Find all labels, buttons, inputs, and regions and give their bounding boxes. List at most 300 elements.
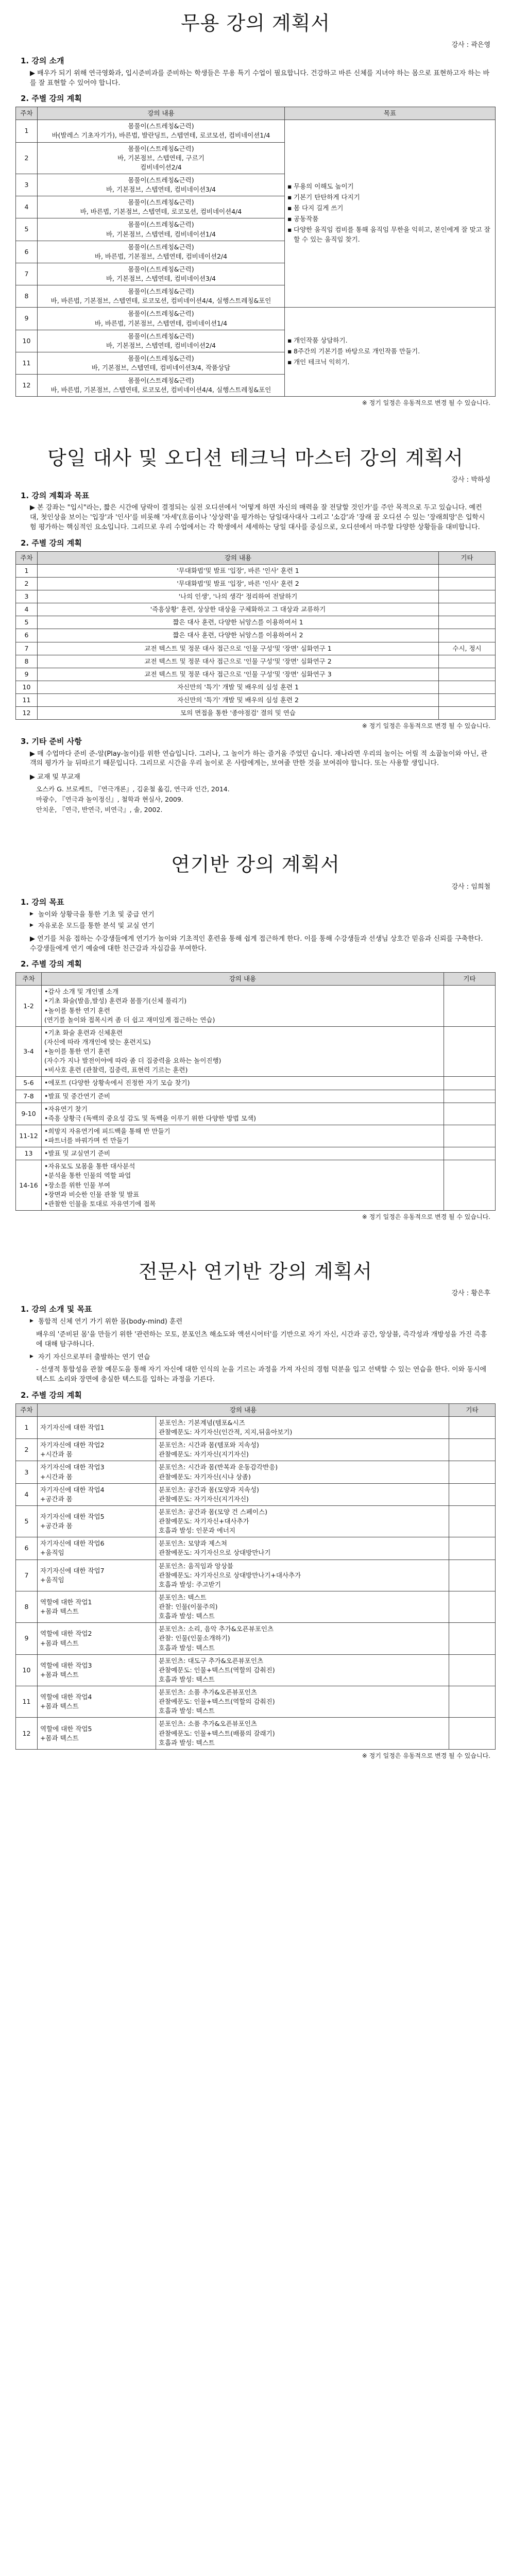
content-cell	[156, 1654, 449, 1686]
goal-item: ▪ 무용의 이해도 높이기	[287, 182, 492, 191]
week-cell: 5	[16, 616, 38, 629]
cell-line: 관찰예문도: 자기자신(인간적, 지지,뒤움아보기)	[159, 1428, 293, 1436]
cell-line: 관찰예문도: 인물+텍스트(역할의 감춰진)	[159, 1666, 275, 1674]
cell-line: 분포인츠: 대도구 추가&오픈뷰포인츠	[159, 1656, 264, 1665]
cell-line: 분포인츠: 시간과 몸(템포와 지속성)	[159, 1441, 259, 1449]
topic-cell	[38, 1560, 156, 1591]
etc-cell	[439, 629, 496, 642]
topic-cell	[38, 1654, 156, 1686]
col-header: 기타	[439, 551, 496, 564]
cell-line: 분포인츠: 시간과 몸(반복과 운동감각반응)	[159, 1463, 278, 1471]
cell-line: •기초 화술(발음,발성) 훈련과 몸풀기(신체 풀리기)	[44, 997, 187, 1005]
goal-list	[30, 1353, 490, 1363]
cell-line: 분포인츠: 공간과 몸(모양과 지속성)	[159, 1485, 259, 1494]
cell-line: •분석을 통한 인물의 역할 파업	[44, 1172, 131, 1180]
table-row	[16, 694, 496, 707]
cell-line: 몸풀이(스트레칭&근력)	[128, 221, 194, 229]
table-row	[16, 308, 496, 330]
week-cell: 5-6	[16, 1077, 42, 1090]
topic-cell	[38, 1416, 156, 1438]
book-reference: 안치운, 『연극, 반연극, 비연극』, 솔, 2002.	[36, 806, 163, 814]
cell-lines	[40, 1566, 153, 1585]
content-cell	[38, 263, 285, 285]
cell-line: 바, 바른법, 기본점브, 스텝연테, 컴비네이션2/4	[94, 252, 228, 260]
week-cell: 3	[16, 174, 38, 196]
cell-line: 컴비네이션2/4	[140, 163, 182, 171]
section-heading: 1. 강의 소개 및 목표	[21, 1304, 92, 1314]
cell-line: 분포인츠: 움직임과 앙상블	[159, 1562, 233, 1570]
cell-lines	[40, 287, 282, 306]
cell-line: 자기자신에 대한 작업4	[40, 1485, 105, 1494]
etc-cell	[444, 1103, 496, 1125]
table-row	[16, 1686, 496, 1718]
section-text: 배우의 '준비된 몸'을 만들기 위한 '관련하는 모토, 분포인츠 해소도와 액션시어터'를 기반으로 자기 자신, 시간과 공간, 앙상블, 즉각성과 개방성을 가진 즉흥에 대해 탐구하니다.	[36, 1330, 487, 1348]
cell-lines	[159, 1656, 446, 1684]
content-cell	[42, 1090, 444, 1103]
table-row	[16, 629, 496, 642]
section-heading: 1. 강의 목표	[21, 897, 64, 907]
cell-line: 분포인츠: 텍스트	[159, 1593, 207, 1601]
cell-lines	[40, 122, 282, 140]
col-header: 주차	[16, 107, 38, 120]
content-cell: 자신만의 '특기' 개발 및 배우의 심성 훈련 1	[38, 681, 439, 693]
doc-title: 연기반 강의 계획서	[171, 853, 340, 876]
instructor: 강사 : 황은후	[451, 1290, 490, 1298]
table-row	[16, 1077, 496, 1090]
content-cell: 자신만의 '특기' 개발 및 배우의 심성 훈련 2	[38, 694, 439, 707]
week-cell: 9	[16, 308, 38, 330]
cell-line: •자유연기 찾기	[44, 1105, 88, 1113]
section-text: ▶ 본 강좌는 "입시"라는, 짧은 시간에 당락이 결정되는 실전 오디션에서 '어떻게 하면 자신의 매력을 잘 전달할 것인가'를 주안 목적으로 두고 있습니다. 예컨대, 첫인상을 보이는 '입장'과 '인사'를 비롯해 '자세'(흐름이나 '상상력'을 평가하는 당일대사대사 그리고 '소감'과 '장래 꿈 오디션 수 있는 '장래희망'은 입학시험 평가하는 핵심적인 요소입니다. 그리므로 우리 수업에서는 각 학생에서 세세하는 당일 대사를 중심으로, 오디션에서 마주할 다양한 상황들을 대비합니다.	[30, 504, 485, 532]
cell-line: 바, 기본점브, 스텝연테, 컴비네이션3/4	[106, 185, 216, 193]
cell-lines	[40, 1512, 153, 1531]
cell-line: 몸풀이(스트레칭&근력)	[128, 354, 194, 362]
cell-line: 몸풀이(스트레칭&근력)	[128, 377, 194, 385]
week-cell: 1	[16, 1416, 38, 1438]
content-cell	[156, 1686, 449, 1718]
table-row	[16, 1483, 496, 1505]
cell-line: 관찰: 인물(인물소개하기)	[159, 1634, 230, 1642]
etc-cell	[449, 1654, 496, 1686]
table-row	[16, 707, 496, 720]
week-cell: 3	[16, 590, 38, 603]
content-cell	[38, 375, 285, 397]
content-cell: 교전 텍스트 및 정문 대사 접근으로 '인물 구성'및 '장면' 심화연구 1	[38, 642, 439, 655]
content-cell: '즉흥상황' 훈련, 상상한 대상을 구체화하고 그 대상과 교류하기	[38, 603, 439, 616]
schedule-note: ※ 정기 일정은 유동적으로 변경 될 수 있습니다.	[362, 399, 490, 407]
cell-line: 바, 바른법, 기본점브, 스텝연테, 로코모션, 컴비네이션4/4	[80, 208, 242, 216]
content-cell	[156, 1439, 449, 1461]
cell-line: 자기자신에 대한 작업7	[40, 1566, 105, 1574]
section-text: - 선생적 통합성을 관찰 예문도을 통해 자기 자신에 대한 인식의 눈을 기르는 과정을 가져 자신의 경험 덕분을 입고 선택할 수 있는 연습을 한다. 이와 동시에 텍스트 소리와 장면에 충실한 텍스트를 입하는 과정을 기른다.	[36, 1366, 487, 1384]
topic-cell	[38, 1686, 156, 1718]
week-cell: 11	[16, 694, 38, 707]
week-cell: 7	[16, 1560, 38, 1591]
cell-lines	[44, 1162, 441, 1209]
content-cell: '무대화법'및 발표 '입장', 바른 '인사' 훈련 1	[38, 564, 439, 577]
cell-lines	[159, 1624, 446, 1652]
content-cell	[38, 330, 285, 352]
content-cell	[156, 1537, 449, 1560]
cell-lines	[40, 1692, 153, 1711]
etc-cell	[439, 616, 496, 629]
content-cell	[42, 986, 444, 1027]
cell-line: +공간과 몸	[40, 1522, 73, 1530]
section-text: ▶ 매 수업마다 준비 준-알(Play-놀이)를 위한 연습입니다. 그러나, 그 놀이가 하는 즐거움 주었던 습니다. 재나라면 우리의 놀이는 어릴 적 소꿉놀이와 아닌, 관객의 평가가 늘 뒤따르기 때문입니다. 그리므로 시간을 우리 놀이로 온 사람에게는, 보여줄 만한 것을 보여줘야 합니다. 또는 사용할 생입니다.	[30, 750, 488, 768]
audition-syllabus	[15, 444, 496, 815]
cell-lines	[40, 1724, 153, 1743]
cell-lines	[159, 1485, 446, 1504]
doc-title: 전문사 연기반 강의 계획서	[138, 1260, 373, 1283]
etc-cell	[444, 1125, 496, 1147]
etc-cell	[439, 668, 496, 681]
cell-line: •자유모도 모몸을 통한 대사분석	[44, 1162, 135, 1171]
etc-cell	[439, 590, 496, 603]
col-header: 강의 내용	[42, 973, 444, 986]
cell-line: •장소를 위한 인물 부여	[44, 1181, 110, 1189]
table-row	[16, 1718, 496, 1749]
cell-lines	[40, 243, 282, 261]
cell-lines	[44, 1092, 441, 1101]
section-heading: 1. 강의 소개	[21, 56, 64, 65]
section-heading: 2. 주별 강의 계획	[21, 94, 82, 104]
goal-item: ▶ 자유로운 모드를 통한 분석 및 교실 연기	[30, 922, 490, 931]
content-cell	[156, 1591, 449, 1622]
topic-cell	[38, 1591, 156, 1622]
content-cell: 짧은 대사 훈련, 다양한 뉘앙스를 이용하여서 1	[38, 616, 439, 629]
cell-lines	[159, 1418, 446, 1437]
etc-cell	[439, 577, 496, 590]
week-cell: 12	[16, 375, 38, 397]
etc-cell	[449, 1439, 496, 1461]
cell-line: 바(발레스 기초자기가), 바른법, 발란딩트, 스텝연테, 로코모션, 컴비네이션1/4	[52, 131, 270, 140]
cell-lines	[159, 1539, 446, 1557]
cell-line: •관찰한 인물을 토대로 자유연기에 접목	[44, 1199, 156, 1208]
week-cell: 9	[16, 668, 38, 681]
section-heading: 1. 강의 계획과 목표	[21, 490, 90, 500]
cell-line: 호흡과 발성: 텍스트	[159, 1707, 215, 1715]
table-row	[16, 577, 496, 590]
cell-line: +몸과 텍스트	[40, 1734, 79, 1742]
goal-item: ▶ 자기 자신으로부터 출발하는 연기 연습	[30, 1353, 490, 1363]
content-cell	[156, 1560, 449, 1591]
cell-line: •기초 화술 훈련과 신체훈련	[44, 1028, 123, 1037]
cell-lines	[159, 1507, 446, 1535]
goal-list	[287, 336, 492, 367]
cell-line: 관찰예문도: 인물+텍스트(역할의 감춰진)	[159, 1698, 275, 1706]
table-row	[16, 603, 496, 616]
etc-cell	[439, 681, 496, 693]
cell-line: 관찰예문도: 자기자신으로 상대방만나기	[159, 1549, 271, 1557]
goal-list	[30, 1317, 490, 1327]
table-row	[16, 1160, 496, 1211]
schedule-note: ※ 정기 일정은 유동적으로 변경 될 수 있습니다.	[362, 722, 490, 730]
cell-line: 호흡과 발성: 인문과 에너지	[159, 1527, 235, 1535]
section-heading: 2. 주별 강의 계획	[21, 959, 82, 969]
cell-line: 몸풀이(스트레칭&근력)	[128, 332, 194, 340]
cell-line: 몸풀이(스트레칭&근력)	[128, 198, 194, 207]
week-cell: 2	[16, 577, 38, 590]
week-cell: 11-12	[16, 1125, 42, 1147]
cell-line: 역할에 대한 작업3	[40, 1661, 92, 1669]
cell-line: 자기자신에 대한 작업6	[40, 1539, 105, 1548]
week-cell: 2	[16, 142, 38, 174]
col-header: 강의 내용	[38, 1403, 449, 1416]
cell-lines	[44, 1028, 441, 1075]
col-header: 목표	[285, 107, 496, 120]
section-heading: 3. 기타 준비 사항	[21, 736, 82, 746]
cell-line: 역할에 대한 작업5	[40, 1724, 92, 1733]
content-cell: '나의 인생', '나의 생각' 정리하여 전달하기	[38, 590, 439, 603]
content-cell	[38, 174, 285, 196]
cell-lines	[40, 176, 282, 194]
cell-line: •놀이를 통한 연기 훈련	[44, 1006, 110, 1014]
weekly-plan-table	[15, 1403, 496, 1750]
week-cell: 11	[16, 352, 38, 374]
week-cell: 11	[16, 1686, 38, 1718]
goal-item: ▪ 몸 다지 길게 쓰기	[287, 204, 492, 213]
etc-cell	[449, 1416, 496, 1438]
cell-line: •비사호 훈련 (관찰력, 집중력, 표현력 기르는 훈련)	[44, 1066, 188, 1074]
section-heading: 2. 주별 강의 계획	[21, 538, 82, 548]
week-cell: 10	[16, 330, 38, 352]
table-row	[16, 655, 496, 668]
etc-cell	[449, 1718, 496, 1749]
goal-item: ▪ 다양한 움직임 컴비를 통해 움직임 무한을 익히고, 본인에게 잘 맞고 잘 할 수 있는 움직임 찾기.	[287, 225, 492, 244]
cell-lines	[159, 1463, 446, 1481]
weekly-plan-table	[15, 551, 496, 720]
topic-cell	[38, 1483, 156, 1505]
cell-line: 몸풀이(스트레칭&근력)	[128, 122, 194, 130]
content-cell	[156, 1718, 449, 1749]
week-cell: 10	[16, 1654, 38, 1686]
table-row	[16, 120, 496, 142]
week-cell: 5	[16, 218, 38, 241]
etc-cell	[439, 564, 496, 577]
cell-line: 관찰예문도: 자기자신으로 상대방만나기+대사추가	[159, 1571, 301, 1579]
weekly-plan-table	[15, 107, 496, 397]
book-reference: 마광수, 『연극과 놀이정신』, 철학과 현실사, 2009.	[36, 795, 183, 804]
cell-line: 몸풀이(스트레칭&근력)	[128, 176, 194, 184]
week-cell: 6	[16, 1537, 38, 1560]
dance-syllabus	[15, 9, 496, 408]
content-cell: '무대화법'및 발표 '입장', 바른 '인사' 훈련 2	[38, 577, 439, 590]
cell-line: 분포인츠: 기본계념(템포&시즈	[159, 1418, 245, 1427]
instructor: 강사 : 곽은영	[451, 41, 490, 49]
week-cell: 12	[16, 1718, 38, 1749]
cell-lines	[40, 376, 282, 395]
table-row	[16, 1537, 496, 1560]
cell-line: •파트너를 바꿔가며 씬 만들기	[44, 1137, 129, 1145]
table-row	[16, 642, 496, 655]
week-cell: 8	[16, 285, 38, 308]
section-text: ▶ 연기를 처음 접하는 수강생들에게 연기가 놀이와 기초적인 훈련을 통해 쉽게 접근하게 한다. 이를 통해 수강생들과 선생님 상호간 믿음과 신뢰를 구축한다. 수강생들에게 연기 예술에 대한 친근감과 자심감을 부여한다.	[30, 935, 483, 953]
content-cell	[156, 1623, 449, 1654]
content-cell	[156, 1416, 449, 1438]
cell-lines	[40, 354, 282, 372]
cell-line: 몸풀이(스트레칭&근력)	[128, 287, 194, 296]
etc-cell	[444, 1077, 496, 1090]
content-cell	[38, 120, 285, 142]
etc-cell	[449, 1560, 496, 1591]
col-header: 주차	[16, 1403, 38, 1416]
goal-item: ▪ 개인 테크닉 익히기.	[287, 358, 492, 367]
schedule-note: ※ 정기 일정은 유동적으로 변경 될 수 있습니다.	[362, 1213, 490, 1221]
week-cell: 4	[16, 603, 38, 616]
cell-line: (자신에 따라 개개인에 맞는 훈련지도)	[44, 1038, 151, 1046]
weekly-plan-table	[15, 972, 496, 1211]
cell-line: (자수가 지나 발전이야에 따라 좀 더 집중력을 요하는 놀이진행)	[44, 1057, 222, 1065]
week-cell: 7-8	[16, 1090, 42, 1103]
section-heading: 2. 주별 강의 계획	[21, 1391, 82, 1400]
content-cell	[38, 196, 285, 218]
cell-line: 바, 기본점브, 스텝연테, 컴비네이션2/4	[106, 341, 216, 349]
etc-cell	[444, 1090, 496, 1103]
table-row	[16, 1591, 496, 1622]
topic-cell	[38, 1537, 156, 1560]
table-row	[16, 1090, 496, 1103]
cell-line: 분포인츠: 공간과 몸(모양 건 스페이스)	[159, 1507, 267, 1516]
etc-cell	[444, 1160, 496, 1211]
col-header: 기타	[444, 973, 496, 986]
goal-cell	[285, 120, 496, 308]
week-cell: 12	[16, 707, 38, 720]
content-cell	[38, 352, 285, 374]
goal-item: ▪ 8주간의 기본기를 바탕으로 개인작품 만들기.	[287, 347, 492, 356]
week-cell: 10	[16, 681, 38, 693]
table-row	[16, 1623, 496, 1654]
cell-line: 바, 기본점브, 스텝연테, 컴비네이션3/4, 작품상담	[91, 364, 231, 371]
cell-line: 관찰예문도: 자기자신(지기자신)	[159, 1450, 249, 1459]
pro-acting-syllabus	[15, 1258, 496, 1760]
instructor: 강사 : 박하성	[451, 476, 490, 484]
etc-cell	[444, 1026, 496, 1077]
cell-line: •감사 소개 및 개인별 소개	[44, 988, 119, 996]
books-heading: ▶ 교재 및 부교재	[30, 773, 80, 782]
content-cell	[156, 1461, 449, 1483]
cell-lines	[44, 1149, 441, 1158]
etc-cell	[449, 1483, 496, 1505]
cell-line: 몸풀이(스트레칭&근력)	[128, 265, 194, 273]
etc-cell	[449, 1505, 496, 1537]
cell-lines	[40, 144, 282, 172]
etc-cell	[439, 655, 496, 668]
week-cell: 8	[16, 655, 38, 668]
cell-line: 호흡과 발성: 텍스트	[159, 1643, 215, 1652]
cell-line: 자기자신에 대한 작업3	[40, 1463, 105, 1471]
content-cell	[42, 1026, 444, 1077]
cell-line: 자기자신에 대한 작업2	[40, 1441, 105, 1449]
week-cell: 14-16	[16, 1160, 42, 1211]
etc-cell	[444, 986, 496, 1027]
cell-line: 몸풀이(스트레칭&근력)	[128, 144, 194, 152]
cell-line: •희망지 자유연기에 피드백을 통해 반 만들기	[44, 1127, 171, 1135]
cell-line: 바, 바른법, 기본점브, 스텝연테, 로코모션, 컴비네이션4/4, 실행스트레칭&포인	[50, 386, 271, 394]
cell-line: +몸과 텍스트	[40, 1607, 79, 1616]
cell-line: +몸과 텍스트	[40, 1670, 79, 1679]
cell-lines	[40, 1423, 153, 1432]
week-cell: 9-10	[16, 1103, 42, 1125]
cell-line: •발표 및 중간연기 준비	[44, 1092, 110, 1100]
col-header: 주차	[16, 973, 42, 986]
cell-line: •놀이를 통한 연기 훈련	[44, 1047, 110, 1056]
cell-line: +시간과 몸	[40, 1472, 73, 1481]
col-header: 강의 내용	[38, 551, 439, 564]
doc-title: 당일 대사 및 오디션 테크닉 마스터 강의 계획서	[47, 446, 464, 469]
cell-line: 관찰예문도: 자기자신(지기자신)	[159, 1495, 249, 1503]
content-cell	[42, 1125, 444, 1147]
table-row	[16, 1505, 496, 1537]
cell-line: •에포트 (다양한 상황속에서 진정한 자기 모습 찾기)	[44, 1079, 190, 1087]
cell-line: •발표 및 교실연기 준비	[44, 1149, 110, 1158]
goal-item: ▪ 개인작품 상담하기.	[287, 336, 492, 345]
topic-cell	[38, 1505, 156, 1537]
etc-cell	[449, 1591, 496, 1622]
cell-line: +시간과 몸	[40, 1450, 73, 1459]
table-row	[16, 1125, 496, 1147]
cell-line: 역할에 대한 작업1	[40, 1598, 92, 1606]
cell-lines	[40, 1629, 153, 1648]
week-cell: 1	[16, 120, 38, 142]
week-cell: 6	[16, 241, 38, 263]
cell-lines	[159, 1593, 446, 1621]
cell-lines	[44, 1078, 441, 1088]
week-cell: 4	[16, 196, 38, 218]
cell-lines	[40, 1440, 153, 1459]
cell-line: 역할에 대한 작업4	[40, 1693, 92, 1701]
etc-cell	[449, 1537, 496, 1560]
cell-line: 자기자신에 대한 작업1	[40, 1423, 105, 1432]
goal-item: ▪ 공동작품	[287, 214, 492, 224]
cell-lines	[40, 309, 282, 328]
cell-lines	[40, 1598, 153, 1616]
cell-lines	[159, 1440, 446, 1459]
cell-lines	[44, 1127, 441, 1145]
cell-line: 분포인츠: 소품 추가&오픈뷰포인츠	[159, 1720, 257, 1728]
col-header: 주차	[16, 551, 38, 564]
table-row	[16, 1461, 496, 1483]
goal-list	[287, 182, 492, 244]
week-cell: 1	[16, 564, 38, 577]
goal-list	[30, 910, 490, 931]
etc-cell	[444, 1147, 496, 1160]
cell-lines	[159, 1688, 446, 1716]
content-cell	[38, 308, 285, 330]
table-row	[16, 668, 496, 681]
etc-cell	[449, 1461, 496, 1483]
topic-cell	[38, 1461, 156, 1483]
cell-line: 바, 기본점브, 스텝연테, 컴비네이션1/4	[106, 230, 216, 238]
content-cell	[42, 1077, 444, 1090]
content-cell: 교전 텍스트 및 정문 대사 접근으로 '인물 구성'및 '장면' 심화연구 3	[38, 668, 439, 681]
cell-lines	[159, 1719, 446, 1747]
cell-line: (연기를 놀이와 접목시켜 좀 더 쉽고 재미있게 접근하는 연습)	[44, 1015, 215, 1024]
cell-line: 관찰: 인물(이물주의)	[159, 1603, 218, 1611]
table-row	[16, 1026, 496, 1077]
cell-line: +몸과 텍스트	[40, 1702, 79, 1710]
week-cell: 6	[16, 629, 38, 642]
table-row	[16, 564, 496, 577]
cell-line: 관찰예문도: 자기자신+대사추가	[159, 1517, 249, 1526]
cell-line: 관찰예문도: 인물+텍스트(배품의 갈래기)	[159, 1729, 275, 1737]
cell-line: 분포인츠: 모양과 제스쳐	[159, 1539, 227, 1548]
content-cell	[38, 285, 285, 308]
cell-line: +공간과 몸	[40, 1495, 73, 1503]
cell-line: +몸과 텍스트	[40, 1639, 79, 1647]
cell-line: +움직임	[40, 1549, 64, 1557]
book-reference: 오스카 G. 브로케트, 『연극개론』, 김윤철 옮김, 연극과 인간, 2014.	[36, 785, 230, 793]
cell-lines	[44, 987, 441, 1025]
